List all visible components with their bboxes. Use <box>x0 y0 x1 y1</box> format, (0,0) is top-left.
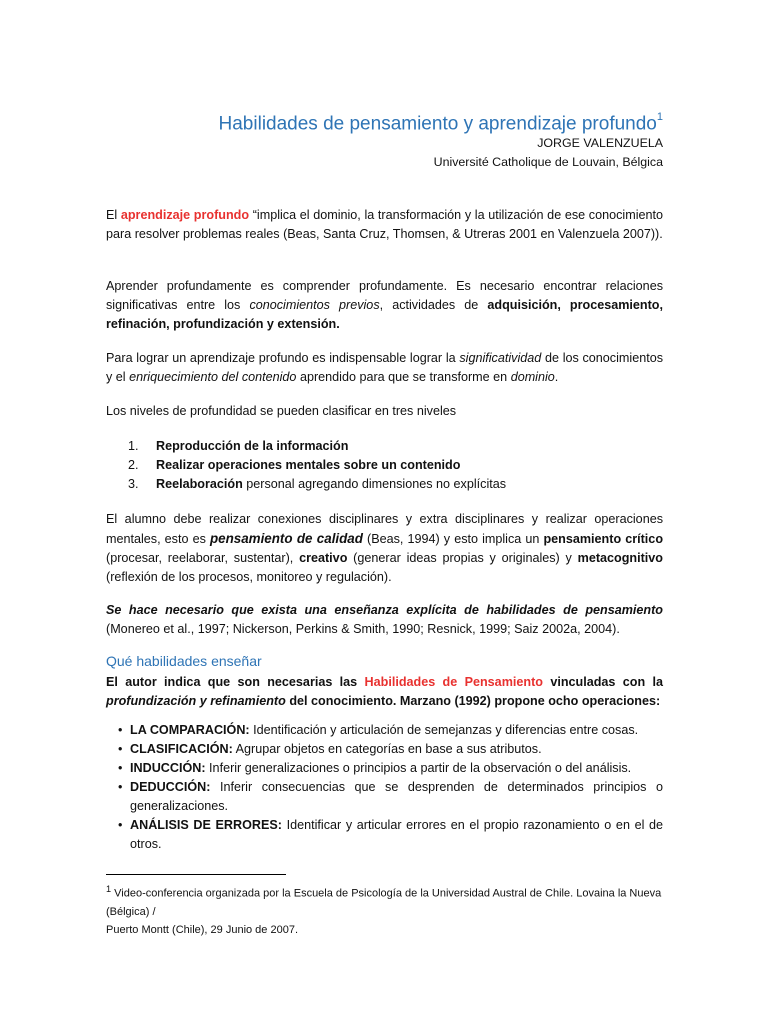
author-name: JORGE VALENZUELA <box>537 136 663 150</box>
para2-bold: adquisición, procesamiento, refinación, profundización y extensión. <box>106 298 664 331</box>
operation-desc: Inferir consecuencias que se desprenden de determinados principios o generalizaciones. <box>130 780 663 813</box>
bullet-icon: • <box>118 818 123 832</box>
title-footnote-mark: 1 <box>656 111 663 123</box>
para6-emphasis: Se hace necesario que exista una enseñanza explícita de habilidades de pensamiento <box>106 603 663 617</box>
paragraph-5 <box>106 510 663 587</box>
list-item <box>118 816 663 854</box>
term-pensamiento-de-calidad: pensamiento de calidad <box>209 531 363 546</box>
para7-emphasis: profundización y refinamiento <box>106 694 286 708</box>
list-number: 2. <box>128 458 139 472</box>
list-item <box>118 759 663 778</box>
paragraph-1 <box>106 206 663 244</box>
para3-italic-1: significatividad <box>459 351 542 365</box>
para1-post: “implica el dominio, la transformación y la utilización de ese conocimiento para resolver problemas reales (Beas, Santa Cruz, Thomsen, & Utreras 2001 en Valenzuela 2007)). <box>106 208 664 241</box>
operation-desc: Agrupar objetos en categorías en base a sus atributos. <box>232 742 542 756</box>
list-item-text: Reelaboración <box>156 477 243 491</box>
para4-text: Los niveles de profundidad se pueden clasificar en tres niveles <box>106 404 457 418</box>
footnote-line-2: Puerto Montt (Chile), 29 Junio de 2007. <box>106 923 299 936</box>
list-item <box>118 721 663 740</box>
title-text: Habilidades de pensamiento y aprendizaje profundo <box>218 113 657 135</box>
operation-term: ANÁLISIS DE ERRORES: <box>130 818 282 832</box>
paragraph-6 <box>106 601 663 639</box>
para6-citations: (Monereo et al., 1997; Nickerson, Perkins & Smith, 1990; Resnick, 1999; Saiz 2002a, 2004). <box>106 622 620 636</box>
bullet-icon: • <box>118 742 123 756</box>
term-pensamiento-critico: pensamiento crítico <box>543 532 664 546</box>
footnote-mark: 1 <box>106 884 112 894</box>
list-number: 3. <box>128 477 139 491</box>
bullet-icon: • <box>118 723 123 737</box>
para3-c: de los conocimientos y el <box>106 351 664 384</box>
para3-italic-2: enriquecimiento del contenido <box>129 370 297 384</box>
paragraph-7 <box>106 673 663 711</box>
list-item-text: Reproducción de la información <box>156 439 349 453</box>
term-metacognitivo: metacognitivo <box>577 551 663 565</box>
paragraph-4 <box>106 402 663 421</box>
operation-desc: Identificar y articular errores en el propio razonamiento o en el de otros. <box>130 818 663 851</box>
para7-a: El autor indica que son necesarias las <box>106 675 365 689</box>
operation-term: DEDUCCIÓN: <box>130 780 211 794</box>
term-creativo: creativo <box>299 551 348 565</box>
list-item <box>106 456 663 475</box>
operation-term: LA COMPARACIÓN: <box>130 723 250 737</box>
list-item-rest: personal agregando dimensiones no explícitas <box>242 477 507 491</box>
para3-a: Para lograr un aprendizaje profundo es indispensable lograr la <box>106 351 460 365</box>
paragraph-2 <box>106 277 663 334</box>
para2-c: , actividades de <box>379 298 488 312</box>
term-aprendizaje-profundo: aprendizaje profundo <box>120 208 250 222</box>
para7-c: vinculadas con la <box>542 675 663 689</box>
document-title <box>219 106 663 137</box>
para3-g: . <box>554 370 559 384</box>
footnote <box>106 880 663 939</box>
author-affiliation: Université Catholique de Louvain, Bélgica <box>433 155 663 169</box>
para5-e: (procesar, reelaborar, sustentar), <box>106 551 300 565</box>
list-item <box>118 740 663 759</box>
operation-term: CLASIFICACIÓN: <box>130 742 233 756</box>
levels-list <box>106 437 663 494</box>
bullet-icon: • <box>118 761 123 775</box>
para2-italic: conocimientos previos <box>249 298 380 312</box>
section-heading: Qué habilidades enseñar <box>106 653 262 669</box>
operation-desc: Inferir generalizaciones o principios a partir de la observación o del análisis. <box>205 761 632 775</box>
term-habilidades-de-pensamiento: Habilidades de Pensamiento <box>364 675 543 689</box>
list-item <box>118 778 663 816</box>
para5-a: El alumno debe realizar conexiones disciplinares y extra disciplinares y realizar operaciones mentales, esto es <box>106 512 663 546</box>
para3-e: aprendido para que se transforme en <box>296 370 511 384</box>
para3-italic-3: dominio <box>510 370 555 384</box>
footnote-line-1: Video-conferencia organizada por la Escuela de Psicología de la Universidad Austral de Chile. Lovaina la Nueva (Bélgica) / <box>106 887 662 918</box>
list-item <box>106 475 663 494</box>
para1-pre: El <box>106 208 121 222</box>
operation-desc: Identificación y articulación de semejanzas y diferencias entre cosas. <box>249 723 639 737</box>
para5-i: (reflexión de los procesos, monitoreo y regulación). <box>106 570 392 584</box>
para5-c: (Beas, 1994) y esto implica un <box>362 532 544 546</box>
operations-list <box>118 721 663 854</box>
operation-term: INDUCCIÓN: <box>130 761 206 775</box>
para2-a: Aprender profundamente es comprender profundamente. Es necesario encontrar relaciones significativas entre los <box>106 279 663 312</box>
bullet-icon: • <box>118 780 123 794</box>
list-number: 1. <box>128 439 139 453</box>
footnote-separator <box>106 874 286 875</box>
para5-g: (generar ideas propias y originales) y <box>347 551 578 565</box>
para7-e: del conocimiento. Marzano (1992) propone ocho operaciones: <box>285 694 661 708</box>
paragraph-3 <box>106 349 663 387</box>
list-item-text: Realizar operaciones mentales sobre un contenido <box>156 458 461 472</box>
list-item <box>106 437 663 456</box>
